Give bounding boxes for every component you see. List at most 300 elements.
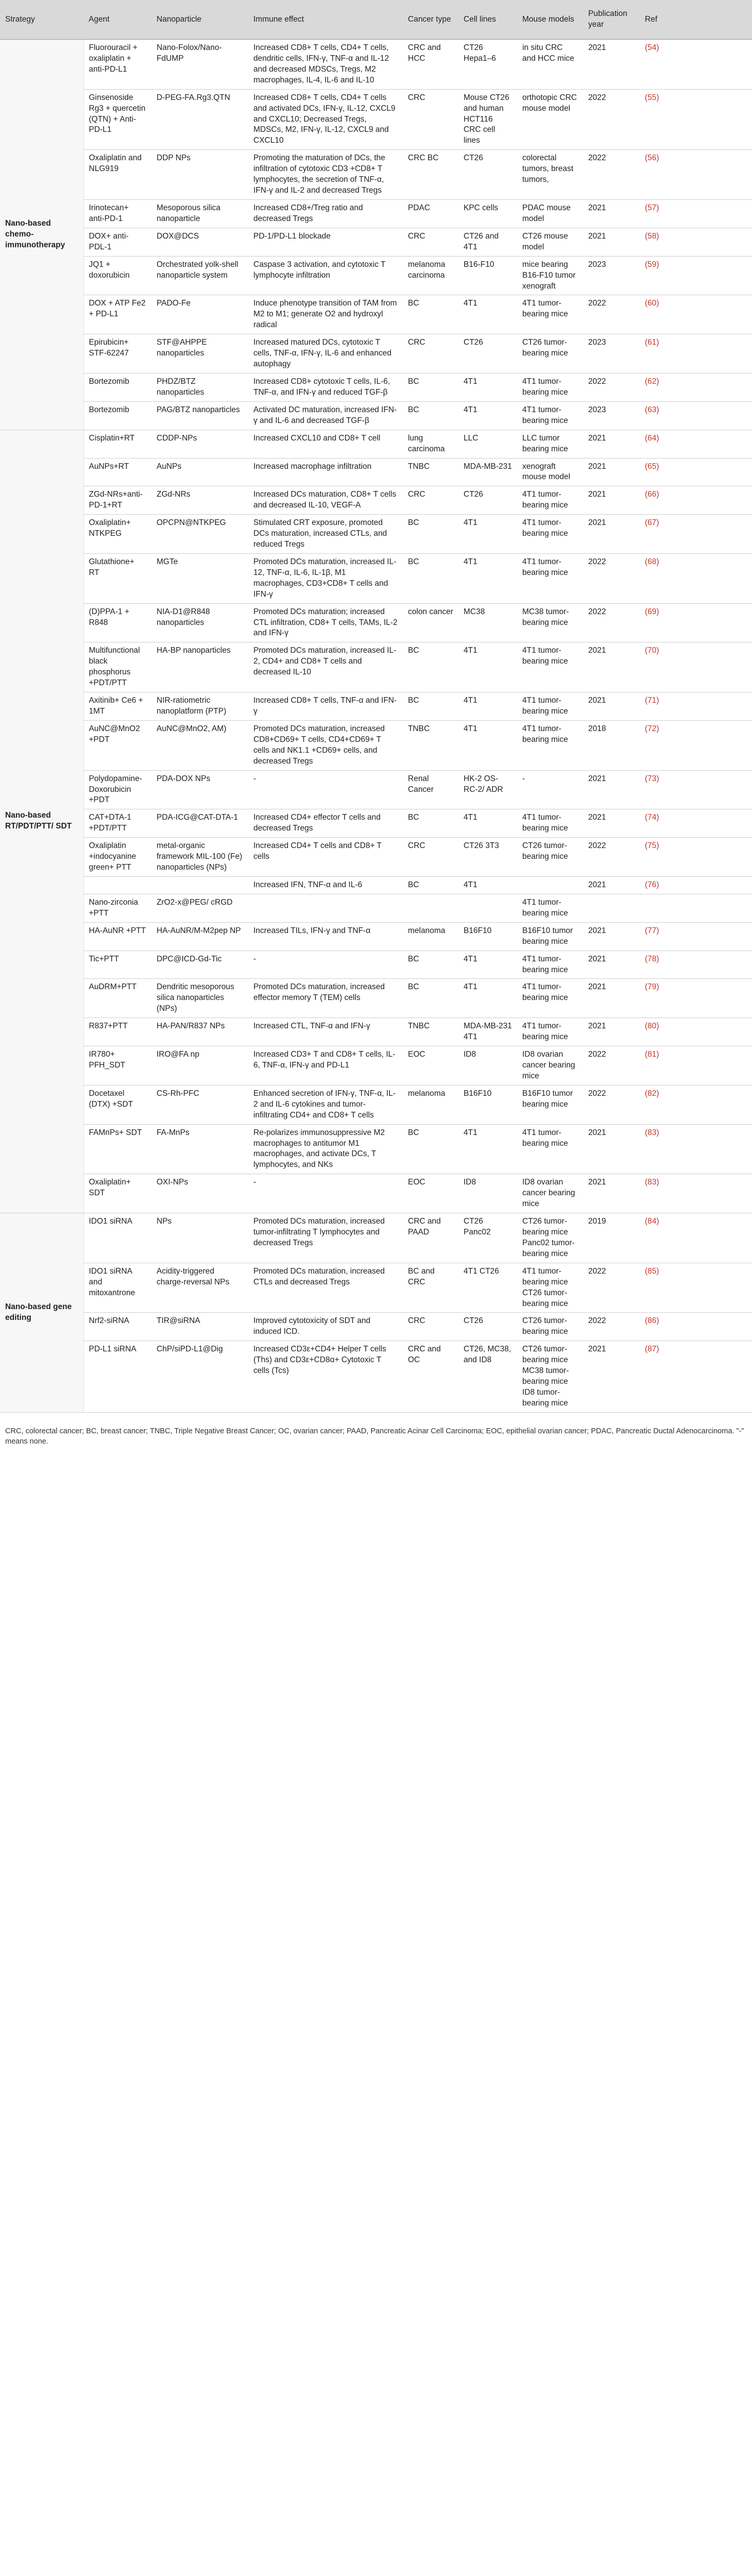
cell-lines-cell: 4T1 [458, 295, 517, 334]
publication-year-cell: 2021 [583, 430, 640, 458]
publication-year-cell: 2021 [583, 692, 640, 721]
mouse-models-cell [517, 877, 583, 894]
agent-cell: HA-AuNR +PTT [83, 922, 151, 951]
cancer-type-cell: melanoma [403, 1085, 458, 1124]
cell-lines-cell: HK-2 OS-RC-2/ ADR [458, 770, 517, 809]
cell-lines-cell: 4T1 [458, 515, 517, 554]
agent-cell: IDO1 siRNA and mitoxantrone [83, 1263, 151, 1313]
header-cancer-type: Cancer type [403, 0, 458, 40]
ref-cell[interactable]: (77) [640, 922, 752, 951]
publication-year-cell: 2021 [583, 770, 640, 809]
cancer-type-cell: CRC [403, 228, 458, 256]
ref-cell[interactable]: (56) [640, 150, 752, 200]
cancer-type-cell: BC [403, 295, 458, 334]
cell-lines-cell: B16F10 [458, 1085, 517, 1124]
mouse-models-cell: ID8 ovarian cancer bearing mice [517, 1046, 583, 1086]
mouse-models-cell: ID8 ovarian cancer bearing mice [517, 1174, 583, 1213]
ref-cell[interactable]: (64) [640, 430, 752, 458]
cell-lines-cell: 4T1 [458, 553, 517, 603]
mouse-models-cell: CT26 tumor-bearing mice Panc02 tumor-bearing mice [517, 1213, 583, 1263]
cell-lines-cell: ID8 [458, 1046, 517, 1086]
header-strategy: Strategy [0, 0, 83, 40]
agent-cell: PD-L1 siRNA [83, 1341, 151, 1413]
ref-cell[interactable] [640, 894, 752, 922]
publication-year-cell: 2023 [583, 401, 640, 430]
immune-effect-cell: Increased CD4+ effector T cells and decreased Tregs [248, 809, 403, 838]
ref-cell[interactable]: (63) [640, 401, 752, 430]
ref-cell[interactable]: (67) [640, 515, 752, 554]
ref-cell[interactable]: (74) [640, 809, 752, 838]
cell-lines-cell: 4T1 [458, 373, 517, 401]
ref-cell[interactable]: (87) [640, 1341, 752, 1413]
table-row [0, 228, 752, 256]
cancer-type-cell: TNBC [403, 458, 458, 486]
agent-cell: IDO1 siRNA [83, 1213, 151, 1263]
ref-cell[interactable]: (82) [640, 1085, 752, 1124]
nanoparticle-cell: HA-AuNR/M-M2pep NP [151, 922, 248, 951]
ref-cell[interactable]: (57) [640, 199, 752, 228]
cell-lines-cell: CT26 and 4T1 [458, 228, 517, 256]
ref-cell[interactable]: (70) [640, 642, 752, 692]
mouse-models-cell: mice bearing B16-F10 tumor xenograft [517, 256, 583, 295]
publication-year-cell: 2022 [583, 603, 640, 642]
table-row [0, 430, 752, 458]
nanoparticle-cell: DDP NPs [151, 150, 248, 200]
agent-cell: Oxaliplatin+ SDT [83, 1174, 151, 1213]
nanoparticle-cell: NIR-ratiometric nanoplatform (PTP) [151, 692, 248, 721]
agent-cell: Bortezomib [83, 373, 151, 401]
table-footnote: CRC, colorectal cancer; BC, breast cancer; TNBC, Triple Negative Breast Cancer; OC, ovarian cancer; PAAD, Pancreatic Acinar Cell Carcinoma; EOC, epithelial ovarian cancer; PDAC, Pancreatic Ductal Adenocarcinoma. "-" means none. [5, 1427, 744, 1446]
agent-cell: Nrf2-siRNA [83, 1313, 151, 1341]
cell-lines-cell: CT26 3T3 [458, 838, 517, 877]
nanoparticle-cell: STF@AHPPE nanoparticles [151, 334, 248, 374]
agent-cell: Oxaliplatin+ NTKPEG [83, 515, 151, 554]
table-row [0, 1263, 752, 1313]
table-row [0, 809, 752, 838]
agent-cell: FAMnPs+ SDT [83, 1124, 151, 1174]
agent-cell: Ginsenoside Rg3 + quercetin (QTN) + Anti-PD-L1 [83, 89, 151, 150]
immune-effect-cell: Increased CD4+ T cells and CD8+ T cells [248, 838, 403, 877]
agent-cell: Bortezomib [83, 401, 151, 430]
mouse-models-cell: orthotopic CRC mouse model [517, 89, 583, 150]
nanoparticle-cell: PAG/BTZ nanoparticles [151, 401, 248, 430]
agent-cell: DOX+ anti-PDL-1 [83, 228, 151, 256]
ref-cell[interactable]: (61) [640, 334, 752, 374]
nanoparticle-cell: Orchestrated yolk-shell nanoparticle system [151, 256, 248, 295]
nanoparticle-cell: IRO@FA np [151, 1046, 248, 1086]
nanoparticle-cell: ChP/siPD-L1@Dig [151, 1341, 248, 1413]
publication-year-cell: 2021 [583, 486, 640, 515]
ref-cell[interactable]: (75) [640, 838, 752, 877]
cancer-type-cell: EOC [403, 1046, 458, 1086]
ref-cell[interactable]: (66) [640, 486, 752, 515]
cell-lines-cell: CT26 [458, 486, 517, 515]
table-row [0, 951, 752, 979]
mouse-models-cell: 4T1 tumor-bearing mice [517, 553, 583, 603]
cell-lines-cell: CT26 Panc02 [458, 1213, 517, 1263]
ref-cell[interactable]: (55) [640, 89, 752, 150]
nanoparticle-cell: TIR@siRNA [151, 1313, 248, 1341]
mouse-models-cell: 4T1 tumor-bearing mice [517, 809, 583, 838]
agent-cell: Epirubicin+ STF-62247 [83, 334, 151, 374]
header-publication-year: Publication year [583, 0, 640, 40]
immune-effect-cell: Increased CD8+ cytotoxic T cells, IL-6, TNF-α, and IFN-γ and reduced TGF-β [248, 373, 403, 401]
immune-effect-cell: - [248, 770, 403, 809]
publication-year-cell: 2021 [583, 199, 640, 228]
immune-effect-cell: Increased IFN, TNF-α and IL-6 [248, 877, 403, 894]
mouse-models-cell: CT26 mouse model [517, 228, 583, 256]
agent-cell: Tic+PTT [83, 951, 151, 979]
cancer-type-cell: CRC [403, 1313, 458, 1341]
nanoparticle-cell: HA-PAN/R837 NPs [151, 1018, 248, 1046]
ref-cell[interactable]: (73) [640, 770, 752, 809]
publication-year-cell: 2022 [583, 150, 640, 200]
table-row [0, 515, 752, 554]
cell-lines-cell: 4T1 [458, 642, 517, 692]
publication-year-cell: 2022 [583, 89, 640, 150]
cell-lines-cell: 4T1 CT26 [458, 1263, 517, 1313]
immune-effect-cell: Increased CD8+/Treg ratio and decreased Tregs [248, 199, 403, 228]
mouse-models-cell: 4T1 tumor-bearing mice [517, 951, 583, 979]
mouse-models-cell: CT26 tumor-bearing mice [517, 838, 583, 877]
nanoparticle-cell: NPs [151, 1213, 248, 1263]
table-row [0, 256, 752, 295]
table-row [0, 89, 752, 150]
publication-year-cell: 2021 [583, 877, 640, 894]
cell-lines-cell: 4T1 [458, 951, 517, 979]
mouse-models-cell: CT26 tumor-bearing mice [517, 1313, 583, 1341]
nanoparticle-cell: ZGd-NRs [151, 486, 248, 515]
nanoparticle-cell: PDA-DOX NPs [151, 770, 248, 809]
publication-year-cell: 2021 [583, 458, 640, 486]
header-agent: Agent [83, 0, 151, 40]
cancer-type-cell: BC [403, 951, 458, 979]
immune-effect-cell: Caspase 3 activation, and cytotoxic T lymphocyte infiltration [248, 256, 403, 295]
table-row [0, 401, 752, 430]
mouse-models-cell: CT26 tumor-bearing mice MC38 tumor-bearing mice ID8 tumor-bearing mice [517, 1341, 583, 1413]
cancer-type-cell: EOC [403, 1174, 458, 1213]
table-row [0, 720, 752, 770]
cancer-type-cell: melanoma [403, 922, 458, 951]
cancer-type-cell: BC [403, 877, 458, 894]
table-row [0, 1018, 752, 1046]
cancer-type-cell: BC [403, 553, 458, 603]
ref-cell[interactable]: (59) [640, 256, 752, 295]
table-row [0, 603, 752, 642]
agent-cell: IR780+ PFH_SDT [83, 1046, 151, 1086]
cancer-type-cell: CRC [403, 334, 458, 374]
publication-year-cell: 2021 [583, 922, 640, 951]
mouse-models-cell: 4T1 tumor-bearing mice [517, 642, 583, 692]
ref-cell[interactable]: (84) [640, 1213, 752, 1263]
immune-effect-cell: Promoted DCs maturation, increased IL-12, TNF-α, IL-6, IL-1β, M1 macrophages, CD3+CD8+ T cells and IFN-γ [248, 553, 403, 603]
table-row [0, 373, 752, 401]
table-row [0, 199, 752, 228]
mouse-models-cell: 4T1 tumor-bearing mice [517, 515, 583, 554]
ref-cell[interactable]: (83) [640, 1174, 752, 1213]
agent-cell: Nano-zirconia +PTT [83, 894, 151, 922]
nanoparticle-cell: AuNPs [151, 458, 248, 486]
cancer-type-cell: BC [403, 809, 458, 838]
immune-effect-cell: Promoting the maturation of DCs, the infiltration of cytotoxic CD3 +CD8+ T lymphocytes, the secretion of TNF-α, IFN-γ and IL-2 and decreased Tregs [248, 150, 403, 200]
table-row [0, 1213, 752, 1263]
header-row [0, 0, 752, 40]
cancer-type-cell: CRC [403, 486, 458, 515]
agent-cell: Polydopamine-Doxorubicin +PDT [83, 770, 151, 809]
ref-cell[interactable]: (79) [640, 979, 752, 1018]
immune-effect-cell: Promoted DCs maturation; increased CTL infiltration, CD8+ T cells, TAMs, IL-2 and IFN-γ [248, 603, 403, 642]
table-row [0, 1174, 752, 1213]
table-row [0, 1124, 752, 1174]
cancer-type-cell: CRC and HCC [403, 40, 458, 90]
nanoparticle-cell: Dendritic mesoporous silica nanoparticles (NPs) [151, 979, 248, 1018]
immune-effect-cell: Increased CD8+ T cells, CD4+ T cells and activated DCs, IFN-γ, IL-12, CXCL9 and CXCL10; Decreased Tregs, MDSCs, M2, IFN-γ, IL-12, CXCL9 and CXCL10 [248, 89, 403, 150]
table-row [0, 1085, 752, 1124]
immune-effect-cell: - [248, 1174, 403, 1213]
table-row [0, 150, 752, 200]
mouse-models-cell: 4T1 tumor-bearing mice [517, 401, 583, 430]
publication-year-cell: 2019 [583, 1213, 640, 1263]
cell-lines-cell: 4T1 [458, 1124, 517, 1174]
nanoparticle-cell [151, 877, 248, 894]
mouse-models-cell: 4T1 tumor-bearing mice [517, 295, 583, 334]
table-row [0, 1313, 752, 1341]
publication-year-cell: 2021 [583, 642, 640, 692]
ref-cell[interactable]: (68) [640, 553, 752, 603]
cell-lines-cell: CT26 [458, 1313, 517, 1341]
cell-lines-cell [458, 894, 517, 922]
ref-cell[interactable]: (71) [640, 692, 752, 721]
nanoparticle-cell: Acidity-triggered charge-reversal NPs [151, 1263, 248, 1313]
immune-effect-cell: Increased macrophage infiltration [248, 458, 403, 486]
nanoparticle-cell: NIA-D1@R848 nanoparticles [151, 603, 248, 642]
cancer-type-cell: BC [403, 1124, 458, 1174]
mouse-models-cell: 4T1 tumor-bearing mice CT26 tumor-bearing mice [517, 1263, 583, 1313]
publication-year-cell: 2021 [583, 1174, 640, 1213]
cancer-type-cell: Renal Cancer [403, 770, 458, 809]
table-row [0, 877, 752, 894]
cancer-type-cell: BC [403, 373, 458, 401]
publication-year-cell: 2021 [583, 515, 640, 554]
cancer-type-cell: BC [403, 401, 458, 430]
table-row [0, 486, 752, 515]
nanoparticle-cell: Mesoporous silica nanoparticle [151, 199, 248, 228]
mouse-models-cell: 4T1 tumor-bearing mice [517, 1018, 583, 1046]
ref-cell[interactable]: (80) [640, 1018, 752, 1046]
immune-effect-cell: - [248, 951, 403, 979]
table-row [0, 692, 752, 721]
nanoparticle-cell: OXI-NPs [151, 1174, 248, 1213]
cancer-type-cell: PDAC [403, 199, 458, 228]
publication-year-cell: 2021 [583, 809, 640, 838]
mouse-models-cell: in situ CRC and HCC mice [517, 40, 583, 90]
agent-cell: Glutathione+ RT [83, 553, 151, 603]
publication-year-cell: 2021 [583, 228, 640, 256]
ref-cell[interactable]: (83) [640, 1124, 752, 1174]
nanoparticle-cell: PADO-Fe [151, 295, 248, 334]
cancer-type-cell [403, 894, 458, 922]
table-row [0, 770, 752, 809]
cell-lines-cell: 4T1 [458, 877, 517, 894]
agent-cell: AuNC@MnO2 +PDT [83, 720, 151, 770]
ref-cell[interactable]: (54) [640, 40, 752, 90]
publication-year-cell: 2021 [583, 979, 640, 1018]
strategy-cell: Nano-based gene editing [0, 1213, 83, 1413]
agent-cell: Docetaxel (DTX) +SDT [83, 1085, 151, 1124]
strategy-cell: Nano-based chemo-immunotherapy [0, 40, 83, 430]
ref-cell[interactable]: (81) [640, 1046, 752, 1086]
ref-cell[interactable]: (85) [640, 1263, 752, 1313]
agent-cell: Multifunctional black phosphorus +PDT/PTT [83, 642, 151, 692]
nanoparticle-cell: D-PEG-FA.Rg3.QTN [151, 89, 248, 150]
cell-lines-cell: B16-F10 [458, 256, 517, 295]
mouse-models-cell: 4T1 tumor-bearing mice [517, 979, 583, 1018]
cancer-type-cell: CRC [403, 838, 458, 877]
immune-effect-cell: Promoted DCs maturation, increased effector memory T (TEM) cells [248, 979, 403, 1018]
cell-lines-cell: CT26 [458, 334, 517, 374]
cell-lines-cell: KPC cells [458, 199, 517, 228]
ref-cell[interactable]: (72) [640, 720, 752, 770]
cancer-type-cell: CRC BC [403, 150, 458, 200]
cancer-type-cell: TNBC [403, 1018, 458, 1046]
publication-year-cell: 2021 [583, 1124, 640, 1174]
ref-cell[interactable]: (65) [640, 458, 752, 486]
publication-year-cell: 2022 [583, 295, 640, 334]
immune-effect-cell: PD-1/PD-L1 blockade [248, 228, 403, 256]
mouse-models-cell: colorectal tumors, breast tumors, [517, 150, 583, 200]
immune-effect-cell: Increased CTL, TNF-α and IFN-γ [248, 1018, 403, 1046]
mouse-models-cell: LLC tumor bearing mice [517, 430, 583, 458]
strategy-cell: Nano-based RT/PDT/PTT/ SDT [0, 430, 83, 1213]
cancer-type-cell: BC [403, 692, 458, 721]
ref-cell[interactable]: (86) [640, 1313, 752, 1341]
cancer-type-cell: melanoma carcinoma [403, 256, 458, 295]
table-body [0, 40, 752, 1413]
table-row [0, 642, 752, 692]
nanoparticle-cell: PDA-ICG@CAT-DTA-1 [151, 809, 248, 838]
cancer-type-cell: CRC and OC [403, 1341, 458, 1413]
cell-lines-cell: CT26 [458, 150, 517, 200]
table-row [0, 922, 752, 951]
mouse-models-cell: CT26 tumor-bearing mice [517, 334, 583, 374]
publication-year-cell: 2022 [583, 553, 640, 603]
nanoparticle-cell: HA-BP nanoparticles [151, 642, 248, 692]
publication-year-cell: 2022 [583, 838, 640, 877]
nanoparticle-cell: OPCPN@NTKPEG [151, 515, 248, 554]
agent-cell: (D)PPA-1 + R848 [83, 603, 151, 642]
table-row [0, 1046, 752, 1086]
immune-effect-cell: Promoted DCs maturation, increased IL-2, CD4+ and CD8+ T cells and decreased IL-10 [248, 642, 403, 692]
immune-effect-cell: Increased TILs, IFN-γ and TNF-α [248, 922, 403, 951]
publication-year-cell: 2023 [583, 334, 640, 374]
mouse-models-cell: 4T1 tumor-bearing mice [517, 894, 583, 922]
mouse-models-cell: PDAC mouse model [517, 199, 583, 228]
cancer-type-cell: BC [403, 979, 458, 1018]
mouse-models-cell: MC38 tumor-bearing mice [517, 603, 583, 642]
immune-effect-cell: Improved cytotoxicity of SDT and induced ICD. [248, 1313, 403, 1341]
table-row [0, 553, 752, 603]
agent-cell: CAT+DTA-1 +PDT/PTT [83, 809, 151, 838]
ref-cell[interactable]: (58) [640, 228, 752, 256]
cell-lines-cell: 4T1 [458, 692, 517, 721]
immune-effect-cell: Promoted DCs maturation, increased CTLs and decreased Tregs [248, 1263, 403, 1313]
agent-cell: Fluorouracil + oxaliplatin + anti-PD-L1 [83, 40, 151, 90]
nanoparticle-cell: DOX@DCS [151, 228, 248, 256]
table-row [0, 458, 752, 486]
agent-cell: Oxaliplatin +indocyanine green+ PTT [83, 838, 151, 877]
mouse-models-cell: 4T1 tumor-bearing mice [517, 486, 583, 515]
agent-cell: R837+PTT [83, 1018, 151, 1046]
ref-cell[interactable]: (69) [640, 603, 752, 642]
cell-lines-cell: 4T1 [458, 720, 517, 770]
table-row [0, 979, 752, 1018]
nanoparticle-cell: AuNC@MnO2, AM) [151, 720, 248, 770]
ref-cell[interactable]: (62) [640, 373, 752, 401]
table-row [0, 1341, 752, 1413]
ref-cell[interactable]: (78) [640, 951, 752, 979]
header-nanoparticle: Nanoparticle [151, 0, 248, 40]
cell-lines-cell: Mouse CT26 and human HCT116 CRC cell lines [458, 89, 517, 150]
agent-cell: JQ1 + doxorubicin [83, 256, 151, 295]
agent-cell: Oxaliplatin and NLG919 [83, 150, 151, 200]
agent-cell: DOX + ATP Fe2 + PD-L1 [83, 295, 151, 334]
publication-year-cell: 2021 [583, 40, 640, 90]
cell-lines-cell: ID8 [458, 1174, 517, 1213]
publication-year-cell: 2021 [583, 1341, 640, 1413]
table-row [0, 40, 752, 90]
nanoparticle-cell: FA-MnPs [151, 1124, 248, 1174]
cell-lines-cell: 4T1 [458, 401, 517, 430]
publication-year-cell: 2021 [583, 951, 640, 979]
agent-cell: AuDRM+PTT [83, 979, 151, 1018]
nanoparticle-cell: PHDZ/BTZ nanoparticles [151, 373, 248, 401]
ref-cell[interactable]: (76) [640, 877, 752, 894]
nanoparticle-cell: Nano-Folox/Nano-FdUMP [151, 40, 248, 90]
cell-lines-cell: MDA-MB-231 4T1 [458, 1018, 517, 1046]
mouse-models-cell: B16F10 tumor bearing mice [517, 922, 583, 951]
agent-cell: ZGd-NRs+anti-PD-1+RT [83, 486, 151, 515]
immune-effect-cell: Increased CXCL10 and CD8+ T cell [248, 430, 403, 458]
immune-effect-cell: Increased CD3ε+CD4+ Helper T cells (Ths) and CD3ε+CD8α+ Cytotoxic T cells (Tcs) [248, 1341, 403, 1413]
cancer-type-cell: CRC [403, 89, 458, 150]
agent-cell: Irinotecan+ anti-PD-1 [83, 199, 151, 228]
cell-lines-cell: 4T1 [458, 809, 517, 838]
publication-year-cell: 2022 [583, 1263, 640, 1313]
publication-year-cell: 2022 [583, 373, 640, 401]
table-row [0, 295, 752, 334]
immune-effect-cell [248, 894, 403, 922]
cell-lines-cell: MDA-MB-231 [458, 458, 517, 486]
cell-lines-cell: MC38 [458, 603, 517, 642]
nanoparticle-cell: CS-Rh-PFC [151, 1085, 248, 1124]
cell-lines-cell: CT26, MC38, and ID8 [458, 1341, 517, 1413]
immune-effect-cell: Promoted DCs maturation, increased tumor-infiltrating T lymphocytes and decreased Tregs [248, 1213, 403, 1263]
publication-year-cell: 2018 [583, 720, 640, 770]
agent-cell: Cisplatin+RT [83, 430, 151, 458]
nanoparticle-cell: ZrO2-x@PEG/ cRGD [151, 894, 248, 922]
cancer-type-cell: BC and CRC [403, 1263, 458, 1313]
immune-effect-cell: Stimulated CRT exposure, promoted DCs maturation, increased CTLs, and reduced Tregs [248, 515, 403, 554]
immune-effect-cell: Re-polarizes immunosuppressive M2 macrophages to antitumor M1 macrophages, and activate DCs, T lymphocytes, and NKs [248, 1124, 403, 1174]
header-ref: Ref [640, 0, 752, 40]
publication-year-cell: 2023 [583, 256, 640, 295]
header-immune-effect: Immune effect [248, 0, 403, 40]
immune-effect-cell: Increased CD8+ T cells, CD4+ T cells, dendritic cells, IFN-γ, TNF-α and IL-12 and decreased MDSCs, Tregs, M2 macrophages, IL-4, IL-6 and IL-10 [248, 40, 403, 90]
mouse-models-cell: xenograft mouse model [517, 458, 583, 486]
cancer-type-cell: lung carcinoma [403, 430, 458, 458]
ref-cell[interactable]: (60) [640, 295, 752, 334]
nanoparticle-cell: DPC@ICD-Gd-Tic [151, 951, 248, 979]
